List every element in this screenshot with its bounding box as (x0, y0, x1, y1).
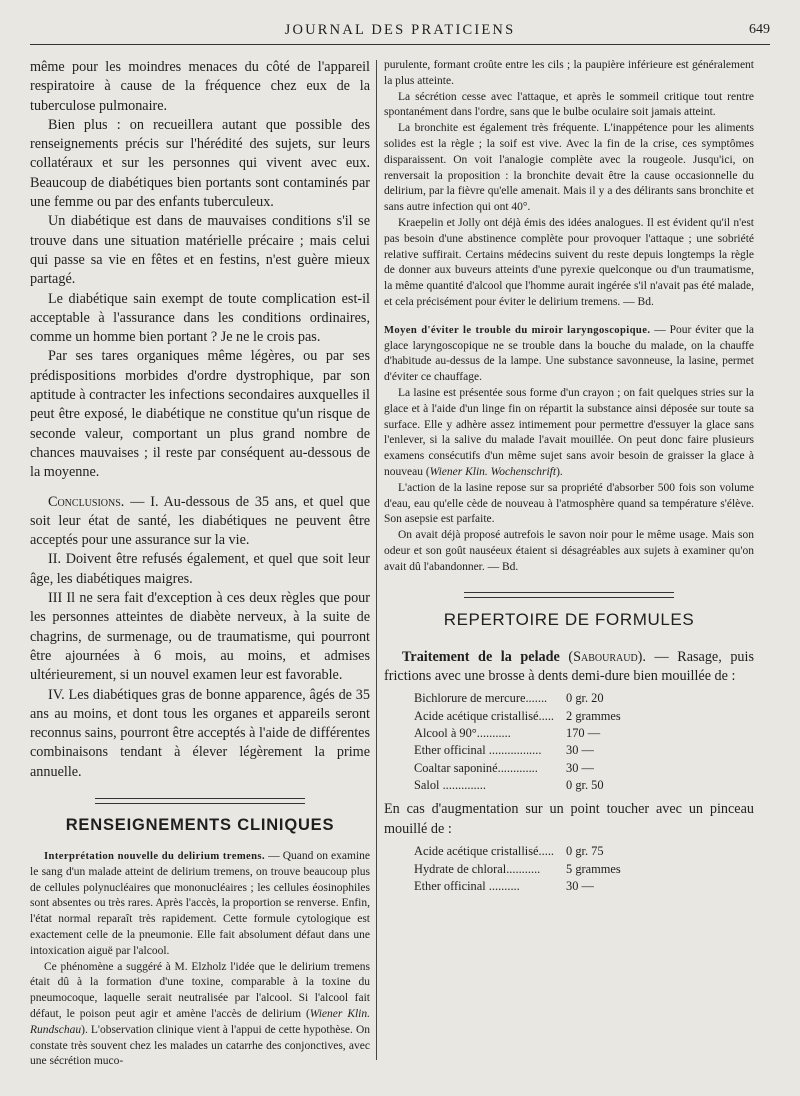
conclusions-paragraph (30, 493, 370, 551)
formula-block (384, 648, 754, 896)
conclusion: III Il ne sera fait d'exception à ces deux règles que pour les personnes atteintes de diabète nerveux, à la suite de chagrins, de surmenage, ou de traumatisme, qui pourront être ajournées à 6 mois, au moins, et admises ultérieurement, si un nouvel examen leur est favorable. (30, 590, 370, 684)
ingredient: Ether officinal ................. (414, 743, 542, 758)
ingredient: Bichlorure de mercure....... (414, 691, 548, 706)
paragraph: purulente, formant croûte entre les cils ; la paupière inférieure est généralement la plus atteinte. (384, 59, 754, 87)
quantity: 30 — (566, 743, 594, 758)
paragraph (384, 323, 754, 386)
quantity: 0 gr. 75 (566, 844, 604, 859)
recipe-table-1 (414, 690, 621, 794)
left-column (30, 58, 370, 1070)
quantity: 170 — (566, 726, 601, 741)
paragraph: Par ses tares organiques même légères, ou par ses prédispositions morbides d'ordre dystrophique, par son aptitude à contracter les infections secondaires auxquelles il peut être exposé, le diabétique ne constitue qu'un risque de seconde valeur, comportant un plus grand nombre de chances mauvaises ; il reste par conséquent au-dessous de la moyenne. (30, 348, 370, 481)
running-head (30, 14, 770, 45)
section-title-repertoire: REPERTOIRE DE FORMULES (443, 609, 695, 629)
ingredient: Ether officinal .......... (414, 879, 520, 893)
right-column (384, 58, 754, 901)
paragraph (30, 960, 370, 1071)
recipe-row (414, 760, 621, 777)
paragraph-text: ). L'observation clinique vient à l'appui de cette hypothèse. On constate très souvent chez les malades un catarrhe des conjonctives, avec une sécrétion muco- (30, 1023, 370, 1068)
clinical-article (30, 849, 370, 1070)
quantity: 0 gr. 50 (566, 778, 604, 793)
paragraph-text: — Pour éviter que la glace laryngoscopique ne se trouble dans la bouche du malade, on la chauffe d'habitude au-dessus de la lampe. Une substance savonneuse, la lasine, permet d'éviter ce chauffage. (384, 323, 755, 384)
formula-author: Sabouraud (573, 648, 638, 665)
quantity: 30 — (566, 879, 594, 893)
recipe-table-2 (414, 843, 621, 895)
recipe-row (414, 777, 621, 794)
article-subhead: Moyen d'éviter le trouble du miroir laryngoscopique. (384, 324, 651, 336)
conclusion-text: — I. Au-dessous de 35 ans, et quel que soit leur état de santé, les diabétiques ne peuvent être acceptés pour une assurance sur la vie. (30, 493, 370, 549)
conclusion: II. Doivent être refusés également, et quel que soit leur âge, les diabétiques maigres. (30, 551, 370, 587)
article-subhead: Interprétation nouvelle du delirium tremens. (44, 850, 266, 862)
column-divider (376, 60, 377, 1060)
recipe-row (414, 707, 621, 724)
recipe-row (414, 860, 621, 877)
paragraph: La bronchite est également très fréquente. L'inappétence pour les aliments solides est la règle ; la soif est vive. Avec la fin de la crise, ces symptômes disparaissent. On voit l'analogie complète avec la rougeole. Jusqu'ici, on renversait la proposition : la bronchite devait être la cause occasionnelle du delirium, par la fièvre qu'elle amenait. Mais il y a des délirants sans bronchite et sans autre infection qui ont 40°. (384, 122, 754, 214)
recipe-row (414, 725, 621, 742)
quantity: 5 grammes (566, 861, 621, 876)
paragraph-text: La lasine est présentée sous forme d'un crayon ; on fait quelques stries sur la glace et à l'aide d'un linge fin on répartit la substance ainsi déposée sur toute sa surface. Elle y adhère assez intimement pour permettre d'essuyer la glace sans l'enlever, si la salive du malade l'avait mouillée. On peut donc faire plusieurs examens consécutifs d'un même sujet sans avoir besoin de graisser la glace à nouveau ( (384, 386, 754, 478)
paragraph: La sécrétion cesse avec l'attaque, et après le sommeil critique tout rentre spontanément dans l'ordre, sans que le bulbe oculaire soit jamais atteint. (384, 90, 754, 119)
quantity: 0 gr. 20 (566, 691, 604, 706)
ingredient: Salol .............. (414, 778, 486, 793)
diabetes-article (30, 58, 370, 782)
paragraph: On avait déjà proposé autrefois le savon noir pour le même usage. Mais son odeur et son goût nauséeux étaient si désagréables aux sujets à examiner qu'on avait dû l'abandonner. — Bd. (384, 529, 754, 573)
paragraph: même pour les moindres menaces du côté de l'appareil respiratoire à cause de la fréquence chez eux de la tuberculose pulmonaire. (30, 59, 370, 114)
recipe-row (414, 878, 621, 895)
conclusions-label: Conclusions. (48, 493, 125, 510)
journal-citation: Wiener Klin. Wochenschrift (429, 465, 557, 478)
paragraph-text: Ce phénomène a suggéré à M. Elzholz l'idée que le delirium tremens était dû à la formation d'une toxine, comparable à la toxine du pneumocoque, laquelle serait neutralisée par l'alcool. Si l'alcool fait défaut, le poison peut agir et amène l'accès de delirium ( (30, 960, 370, 1020)
ingredient: Coaltar saponiné............. (414, 760, 538, 775)
paragraph: Un diabétique est dans de mauvaises conditions s'il se trouve dans une situation matérielle précaire ; mais celui qui passe sa vie en fêtes et en festins, n'est guère mieux partagé. (30, 213, 370, 288)
paragraph: L'action de la lasine repose sur sa propriété d'absorber 500 fois son volume d'eau, eau qu'elle cède de nouveau à l'atmosphère quand sa température s'élève. Son asepsie est parfaite. (384, 481, 754, 526)
formula-instructions: ). — Rasage, puis frictions avec une brosse à dents demi-dure bien mouillée de : (384, 648, 754, 684)
quantity: 30 — (566, 760, 594, 775)
journal-citation: Wiener Klin. Rundschau (30, 1007, 370, 1036)
recipe-row (414, 843, 621, 860)
paragraph-text: — Quand on examine le sang d'un malade atteint de delirium tremens, on trouve beaucoup plus de cellules polynucléaires que mononucléaires ; les cellules éosinophiles sont absentes ou très rares. Après l'accès, la proportion se renverse. Enfin, l'état normal reparaît très rapidement. Cette formule cytologique est exactement celle de la pneumonie. Elle fait absolument défaut dans une intoxication aiguë par l'alcool. (30, 849, 370, 957)
ingredient: Acide acétique cristallisé..... (414, 708, 555, 723)
recipe-row (414, 690, 621, 707)
paragraph-text: ). (556, 465, 563, 478)
formula-author-open: ( (559, 648, 574, 665)
paragraph: En cas d'augmentation sur un point toucher avec un pinceau mouillé de : (384, 801, 754, 837)
ingredient: Alcool à 90°........... (414, 726, 511, 741)
paragraph: Le diabétique sain exempt de toute complication est-il acceptable à l'assurance dans les conditions ordinaires, comme un homme bien portant ? Je ne le crois pas. (30, 290, 370, 346)
paragraph (30, 849, 370, 960)
ingredient: Hydrate de chloral........... (414, 861, 541, 876)
quantity: 2 grammes (566, 708, 621, 723)
paragraph: Kraepelin et Jolly ont déjà émis des idées analogues. Il est évident qu'il n'est pas besoin d'une abstinence complète pour provoquer l'attaque ; une sobriété relative suffirait. Certains médecins suivent du reste depuis longtemps la règle de donner aux buveurs atteints d'une pyrexie quelconque ou d'un traumatisme, la même quantité d'alcool que l'homme aurait ingérée s'il n'avait pas été malade, et cela précisément pour éviter le delirium tremens. — Bd. (384, 216, 754, 308)
journal-title: JOURNAL DES PRATICIENS (284, 22, 516, 38)
formula-heading (384, 648, 754, 687)
formula-title: Traitement de la pelade (402, 648, 560, 665)
page-number: 649 (749, 22, 770, 37)
paragraph: Bien plus : on recueillera autant que possible des renseignements précis sur l'hérédité des sujets, sur leurs collatéraux et sur les personnes qui vivent avec eux. Beaucoup de diabétiques bien portants sont contaminés par une femme ou par des enfants tuberculeux. (30, 116, 370, 211)
recipe-row (414, 742, 621, 759)
paragraph (384, 386, 754, 481)
delirium-continuation (384, 58, 754, 311)
section-title-renseignements: RENSEIGNEMENTS CLINIQUES (65, 815, 335, 834)
section-separator (464, 592, 674, 598)
conclusion: IV. Les diabétiques gras de bonne apparence, âgés de 35 ans au moins, et dont tous les organes et appareils seront reconnus sains, pourront être acceptés à l'aide de différentes combinaisons tendant à élever légèrement la prime annuelle. (30, 686, 370, 780)
section-separator (95, 798, 305, 804)
mirror-article (384, 323, 754, 576)
ingredient: Acide acétique cristallisé..... (414, 844, 555, 859)
